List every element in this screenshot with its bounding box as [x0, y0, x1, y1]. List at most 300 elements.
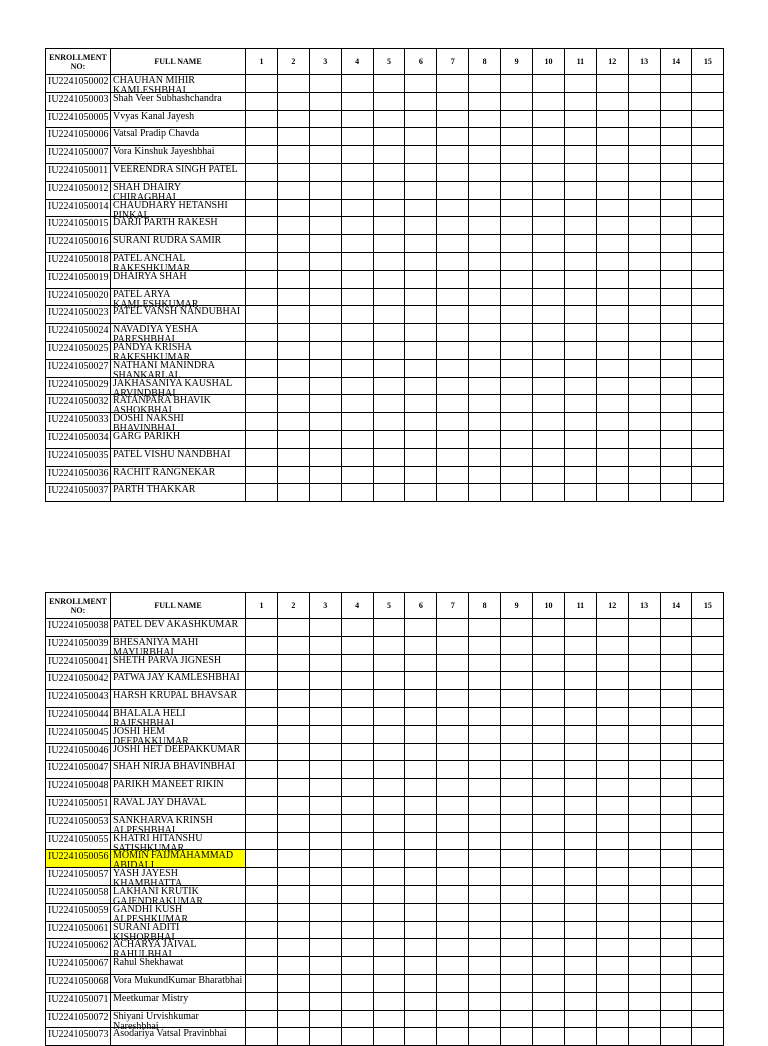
attendance-cell-12[interactable] — [596, 921, 628, 939]
attendance-cell-1[interactable] — [246, 690, 278, 708]
attendance-cell-14[interactable] — [660, 217, 692, 235]
attendance-cell-9[interactable] — [501, 484, 533, 502]
attendance-cell-3[interactable] — [309, 636, 341, 654]
attendance-cell-13[interactable] — [628, 270, 660, 288]
attendance-cell-5[interactable] — [373, 672, 405, 690]
attendance-cell-7[interactable] — [437, 903, 469, 921]
attendance-cell-13[interactable] — [628, 484, 660, 502]
attendance-cell-2[interactable] — [277, 128, 309, 146]
attendance-cell-3[interactable] — [309, 832, 341, 850]
attendance-cell-1[interactable] — [246, 707, 278, 725]
attendance-cell-7[interactable] — [437, 395, 469, 413]
attendance-cell-8[interactable] — [469, 1010, 501, 1028]
attendance-cell-9[interactable] — [501, 341, 533, 359]
attendance-cell-3[interactable] — [309, 814, 341, 832]
attendance-cell-8[interactable] — [469, 672, 501, 690]
attendance-cell-7[interactable] — [437, 92, 469, 110]
attendance-cell-11[interactable] — [564, 92, 596, 110]
attendance-cell-10[interactable] — [533, 110, 565, 128]
attendance-cell-14[interactable] — [660, 110, 692, 128]
attendance-cell-5[interactable] — [373, 75, 405, 93]
attendance-cell-1[interactable] — [246, 448, 278, 466]
attendance-cell-9[interactable] — [501, 128, 533, 146]
attendance-cell-3[interactable] — [309, 1028, 341, 1046]
attendance-cell-13[interactable] — [628, 939, 660, 957]
attendance-cell-3[interactable] — [309, 235, 341, 253]
attendance-cell-9[interactable] — [501, 832, 533, 850]
attendance-cell-8[interactable] — [469, 1028, 501, 1046]
attendance-cell-4[interactable] — [341, 270, 373, 288]
attendance-cell-8[interactable] — [469, 128, 501, 146]
attendance-cell-10[interactable] — [533, 619, 565, 637]
attendance-cell-7[interactable] — [437, 725, 469, 743]
attendance-cell-11[interactable] — [564, 957, 596, 975]
attendance-cell-6[interactable] — [405, 832, 437, 850]
attendance-cell-8[interactable] — [469, 359, 501, 377]
attendance-cell-5[interactable] — [373, 377, 405, 395]
attendance-cell-8[interactable] — [469, 466, 501, 484]
attendance-cell-7[interactable] — [437, 974, 469, 992]
attendance-cell-14[interactable] — [660, 974, 692, 992]
attendance-cell-12[interactable] — [596, 252, 628, 270]
attendance-cell-15[interactable] — [692, 413, 724, 431]
attendance-cell-9[interactable] — [501, 1010, 533, 1028]
attendance-cell-5[interactable] — [373, 306, 405, 324]
attendance-cell-1[interactable] — [246, 341, 278, 359]
attendance-cell-12[interactable] — [596, 199, 628, 217]
attendance-cell-3[interactable] — [309, 743, 341, 761]
attendance-cell-7[interactable] — [437, 359, 469, 377]
attendance-cell-14[interactable] — [660, 235, 692, 253]
attendance-cell-12[interactable] — [596, 1028, 628, 1046]
attendance-cell-12[interactable] — [596, 707, 628, 725]
attendance-cell-11[interactable] — [564, 974, 596, 992]
attendance-cell-13[interactable] — [628, 377, 660, 395]
attendance-cell-6[interactable] — [405, 992, 437, 1010]
attendance-cell-5[interactable] — [373, 359, 405, 377]
attendance-cell-15[interactable] — [692, 92, 724, 110]
attendance-cell-1[interactable] — [246, 217, 278, 235]
attendance-cell-11[interactable] — [564, 163, 596, 181]
attendance-cell-6[interactable] — [405, 377, 437, 395]
attendance-cell-14[interactable] — [660, 306, 692, 324]
attendance-cell-1[interactable] — [246, 146, 278, 164]
attendance-cell-5[interactable] — [373, 288, 405, 306]
attendance-cell-2[interactable] — [277, 484, 309, 502]
attendance-cell-9[interactable] — [501, 288, 533, 306]
attendance-cell-15[interactable] — [692, 743, 724, 761]
attendance-cell-2[interactable] — [277, 796, 309, 814]
attendance-cell-4[interactable] — [341, 796, 373, 814]
attendance-cell-3[interactable] — [309, 1010, 341, 1028]
attendance-cell-9[interactable] — [501, 850, 533, 868]
attendance-cell-14[interactable] — [660, 885, 692, 903]
attendance-cell-2[interactable] — [277, 217, 309, 235]
attendance-cell-2[interactable] — [277, 395, 309, 413]
attendance-cell-7[interactable] — [437, 992, 469, 1010]
attendance-cell-15[interactable] — [692, 288, 724, 306]
attendance-cell-6[interactable] — [405, 413, 437, 431]
attendance-cell-2[interactable] — [277, 903, 309, 921]
attendance-cell-4[interactable] — [341, 814, 373, 832]
attendance-cell-9[interactable] — [501, 974, 533, 992]
attendance-cell-7[interactable] — [437, 484, 469, 502]
attendance-cell-5[interactable] — [373, 341, 405, 359]
attendance-cell-6[interactable] — [405, 163, 437, 181]
attendance-cell-7[interactable] — [437, 377, 469, 395]
attendance-cell-9[interactable] — [501, 448, 533, 466]
attendance-cell-4[interactable] — [341, 217, 373, 235]
attendance-cell-11[interactable] — [564, 146, 596, 164]
attendance-cell-1[interactable] — [246, 743, 278, 761]
attendance-cell-7[interactable] — [437, 270, 469, 288]
attendance-cell-11[interactable] — [564, 850, 596, 868]
attendance-cell-11[interactable] — [564, 868, 596, 886]
attendance-cell-15[interactable] — [692, 707, 724, 725]
attendance-cell-6[interactable] — [405, 850, 437, 868]
attendance-cell-12[interactable] — [596, 306, 628, 324]
attendance-cell-15[interactable] — [692, 814, 724, 832]
attendance-cell-6[interactable] — [405, 306, 437, 324]
attendance-cell-4[interactable] — [341, 181, 373, 199]
attendance-cell-4[interactable] — [341, 199, 373, 217]
attendance-cell-12[interactable] — [596, 92, 628, 110]
attendance-cell-7[interactable] — [437, 619, 469, 637]
attendance-cell-14[interactable] — [660, 163, 692, 181]
attendance-cell-9[interactable] — [501, 707, 533, 725]
attendance-cell-4[interactable] — [341, 672, 373, 690]
attendance-cell-10[interactable] — [533, 885, 565, 903]
attendance-cell-3[interactable] — [309, 672, 341, 690]
attendance-cell-4[interactable] — [341, 832, 373, 850]
attendance-cell-9[interactable] — [501, 725, 533, 743]
attendance-cell-11[interactable] — [564, 413, 596, 431]
attendance-cell-13[interactable] — [628, 1010, 660, 1028]
attendance-cell-11[interactable] — [564, 1028, 596, 1046]
attendance-cell-15[interactable] — [692, 903, 724, 921]
attendance-cell-14[interactable] — [660, 146, 692, 164]
attendance-cell-13[interactable] — [628, 974, 660, 992]
attendance-cell-12[interactable] — [596, 654, 628, 672]
attendance-cell-8[interactable] — [469, 796, 501, 814]
attendance-cell-10[interactable] — [533, 814, 565, 832]
attendance-cell-13[interactable] — [628, 903, 660, 921]
attendance-cell-12[interactable] — [596, 672, 628, 690]
attendance-cell-12[interactable] — [596, 359, 628, 377]
attendance-cell-4[interactable] — [341, 636, 373, 654]
attendance-cell-12[interactable] — [596, 1010, 628, 1028]
attendance-cell-8[interactable] — [469, 377, 501, 395]
attendance-cell-12[interactable] — [596, 779, 628, 797]
attendance-cell-1[interactable] — [246, 636, 278, 654]
attendance-cell-4[interactable] — [341, 725, 373, 743]
attendance-cell-13[interactable] — [628, 921, 660, 939]
attendance-cell-10[interactable] — [533, 939, 565, 957]
attendance-cell-9[interactable] — [501, 903, 533, 921]
attendance-cell-15[interactable] — [692, 957, 724, 975]
attendance-cell-3[interactable] — [309, 619, 341, 637]
attendance-cell-1[interactable] — [246, 413, 278, 431]
attendance-cell-5[interactable] — [373, 725, 405, 743]
attendance-cell-12[interactable] — [596, 992, 628, 1010]
attendance-cell-7[interactable] — [437, 75, 469, 93]
attendance-cell-1[interactable] — [246, 725, 278, 743]
attendance-cell-13[interactable] — [628, 306, 660, 324]
attendance-cell-3[interactable] — [309, 707, 341, 725]
attendance-cell-14[interactable] — [660, 377, 692, 395]
attendance-cell-15[interactable] — [692, 796, 724, 814]
attendance-cell-8[interactable] — [469, 75, 501, 93]
attendance-cell-1[interactable] — [246, 484, 278, 502]
attendance-cell-10[interactable] — [533, 672, 565, 690]
attendance-cell-10[interactable] — [533, 75, 565, 93]
attendance-cell-2[interactable] — [277, 252, 309, 270]
attendance-cell-5[interactable] — [373, 484, 405, 502]
attendance-cell-2[interactable] — [277, 163, 309, 181]
attendance-cell-8[interactable] — [469, 725, 501, 743]
attendance-cell-3[interactable] — [309, 725, 341, 743]
attendance-cell-9[interactable] — [501, 377, 533, 395]
attendance-cell-6[interactable] — [405, 779, 437, 797]
attendance-cell-15[interactable] — [692, 448, 724, 466]
attendance-cell-14[interactable] — [660, 270, 692, 288]
attendance-cell-5[interactable] — [373, 743, 405, 761]
attendance-cell-8[interactable] — [469, 921, 501, 939]
attendance-cell-14[interactable] — [660, 636, 692, 654]
attendance-cell-8[interactable] — [469, 306, 501, 324]
attendance-cell-13[interactable] — [628, 235, 660, 253]
attendance-cell-14[interactable] — [660, 743, 692, 761]
attendance-cell-5[interactable] — [373, 885, 405, 903]
attendance-cell-3[interactable] — [309, 850, 341, 868]
attendance-cell-14[interactable] — [660, 654, 692, 672]
attendance-cell-13[interactable] — [628, 128, 660, 146]
attendance-cell-9[interactable] — [501, 270, 533, 288]
attendance-cell-9[interactable] — [501, 430, 533, 448]
attendance-cell-11[interactable] — [564, 288, 596, 306]
attendance-cell-11[interactable] — [564, 743, 596, 761]
attendance-cell-7[interactable] — [437, 181, 469, 199]
attendance-cell-4[interactable] — [341, 163, 373, 181]
attendance-cell-11[interactable] — [564, 761, 596, 779]
attendance-cell-12[interactable] — [596, 939, 628, 957]
attendance-cell-12[interactable] — [596, 974, 628, 992]
attendance-cell-15[interactable] — [692, 466, 724, 484]
attendance-cell-1[interactable] — [246, 110, 278, 128]
attendance-cell-5[interactable] — [373, 217, 405, 235]
attendance-cell-7[interactable] — [437, 430, 469, 448]
attendance-cell-5[interactable] — [373, 199, 405, 217]
attendance-cell-11[interactable] — [564, 484, 596, 502]
attendance-cell-2[interactable] — [277, 341, 309, 359]
attendance-cell-9[interactable] — [501, 690, 533, 708]
attendance-cell-10[interactable] — [533, 324, 565, 342]
attendance-cell-14[interactable] — [660, 288, 692, 306]
attendance-cell-11[interactable] — [564, 885, 596, 903]
attendance-cell-13[interactable] — [628, 75, 660, 93]
attendance-cell-3[interactable] — [309, 341, 341, 359]
attendance-cell-5[interactable] — [373, 92, 405, 110]
attendance-cell-3[interactable] — [309, 974, 341, 992]
attendance-cell-2[interactable] — [277, 199, 309, 217]
attendance-cell-5[interactable] — [373, 939, 405, 957]
attendance-cell-1[interactable] — [246, 921, 278, 939]
attendance-cell-3[interactable] — [309, 359, 341, 377]
attendance-cell-6[interactable] — [405, 430, 437, 448]
attendance-cell-6[interactable] — [405, 885, 437, 903]
attendance-cell-7[interactable] — [437, 672, 469, 690]
attendance-cell-7[interactable] — [437, 1010, 469, 1028]
attendance-cell-3[interactable] — [309, 270, 341, 288]
attendance-cell-10[interactable] — [533, 377, 565, 395]
attendance-cell-15[interactable] — [692, 850, 724, 868]
attendance-cell-15[interactable] — [692, 146, 724, 164]
attendance-cell-12[interactable] — [596, 743, 628, 761]
attendance-cell-8[interactable] — [469, 832, 501, 850]
attendance-cell-15[interactable] — [692, 359, 724, 377]
attendance-cell-5[interactable] — [373, 181, 405, 199]
attendance-cell-8[interactable] — [469, 690, 501, 708]
attendance-cell-11[interactable] — [564, 359, 596, 377]
attendance-cell-6[interactable] — [405, 868, 437, 886]
attendance-cell-15[interactable] — [692, 377, 724, 395]
attendance-cell-9[interactable] — [501, 235, 533, 253]
attendance-cell-1[interactable] — [246, 779, 278, 797]
attendance-cell-11[interactable] — [564, 341, 596, 359]
attendance-cell-5[interactable] — [373, 974, 405, 992]
attendance-cell-15[interactable] — [692, 341, 724, 359]
attendance-cell-5[interactable] — [373, 235, 405, 253]
attendance-cell-4[interactable] — [341, 448, 373, 466]
attendance-cell-9[interactable] — [501, 743, 533, 761]
attendance-cell-1[interactable] — [246, 654, 278, 672]
attendance-cell-9[interactable] — [501, 654, 533, 672]
attendance-cell-9[interactable] — [501, 1028, 533, 1046]
attendance-cell-8[interactable] — [469, 885, 501, 903]
attendance-cell-13[interactable] — [628, 430, 660, 448]
attendance-cell-2[interactable] — [277, 110, 309, 128]
attendance-cell-14[interactable] — [660, 690, 692, 708]
attendance-cell-9[interactable] — [501, 939, 533, 957]
attendance-cell-13[interactable] — [628, 992, 660, 1010]
attendance-cell-12[interactable] — [596, 341, 628, 359]
attendance-cell-11[interactable] — [564, 270, 596, 288]
attendance-cell-6[interactable] — [405, 619, 437, 637]
attendance-cell-12[interactable] — [596, 903, 628, 921]
attendance-cell-9[interactable] — [501, 92, 533, 110]
attendance-cell-7[interactable] — [437, 448, 469, 466]
attendance-cell-15[interactable] — [692, 306, 724, 324]
attendance-cell-12[interactable] — [596, 75, 628, 93]
attendance-cell-8[interactable] — [469, 163, 501, 181]
attendance-cell-1[interactable] — [246, 288, 278, 306]
attendance-cell-5[interactable] — [373, 395, 405, 413]
attendance-cell-7[interactable] — [437, 235, 469, 253]
attendance-cell-3[interactable] — [309, 128, 341, 146]
attendance-cell-8[interactable] — [469, 341, 501, 359]
attendance-cell-8[interactable] — [469, 235, 501, 253]
attendance-cell-15[interactable] — [692, 75, 724, 93]
attendance-cell-15[interactable] — [692, 725, 724, 743]
attendance-cell-14[interactable] — [660, 199, 692, 217]
attendance-cell-1[interactable] — [246, 850, 278, 868]
attendance-cell-12[interactable] — [596, 690, 628, 708]
attendance-cell-14[interactable] — [660, 921, 692, 939]
attendance-cell-12[interactable] — [596, 270, 628, 288]
attendance-cell-10[interactable] — [533, 779, 565, 797]
attendance-cell-7[interactable] — [437, 939, 469, 957]
attendance-cell-8[interactable] — [469, 110, 501, 128]
attendance-cell-12[interactable] — [596, 725, 628, 743]
attendance-cell-5[interactable] — [373, 430, 405, 448]
attendance-cell-6[interactable] — [405, 181, 437, 199]
attendance-cell-1[interactable] — [246, 903, 278, 921]
attendance-cell-6[interactable] — [405, 395, 437, 413]
attendance-cell-8[interactable] — [469, 939, 501, 957]
attendance-cell-5[interactable] — [373, 636, 405, 654]
attendance-cell-11[interactable] — [564, 110, 596, 128]
attendance-cell-14[interactable] — [660, 448, 692, 466]
attendance-cell-14[interactable] — [660, 430, 692, 448]
attendance-cell-7[interactable] — [437, 636, 469, 654]
attendance-cell-10[interactable] — [533, 1010, 565, 1028]
attendance-cell-1[interactable] — [246, 672, 278, 690]
attendance-cell-2[interactable] — [277, 743, 309, 761]
attendance-cell-11[interactable] — [564, 306, 596, 324]
attendance-cell-11[interactable] — [564, 75, 596, 93]
attendance-cell-11[interactable] — [564, 832, 596, 850]
attendance-cell-15[interactable] — [692, 974, 724, 992]
attendance-cell-7[interactable] — [437, 341, 469, 359]
attendance-cell-2[interactable] — [277, 707, 309, 725]
attendance-cell-4[interactable] — [341, 654, 373, 672]
attendance-cell-11[interactable] — [564, 619, 596, 637]
attendance-cell-2[interactable] — [277, 672, 309, 690]
attendance-cell-13[interactable] — [628, 199, 660, 217]
attendance-cell-8[interactable] — [469, 779, 501, 797]
attendance-cell-5[interactable] — [373, 1028, 405, 1046]
attendance-cell-14[interactable] — [660, 75, 692, 93]
attendance-cell-6[interactable] — [405, 1010, 437, 1028]
attendance-cell-2[interactable] — [277, 377, 309, 395]
attendance-cell-6[interactable] — [405, 654, 437, 672]
attendance-cell-10[interactable] — [533, 199, 565, 217]
attendance-cell-6[interactable] — [405, 921, 437, 939]
attendance-cell-5[interactable] — [373, 796, 405, 814]
attendance-cell-4[interactable] — [341, 992, 373, 1010]
attendance-cell-3[interactable] — [309, 163, 341, 181]
attendance-cell-1[interactable] — [246, 885, 278, 903]
attendance-cell-1[interactable] — [246, 181, 278, 199]
attendance-cell-7[interactable] — [437, 128, 469, 146]
attendance-cell-13[interactable] — [628, 707, 660, 725]
attendance-cell-13[interactable] — [628, 288, 660, 306]
attendance-cell-14[interactable] — [660, 672, 692, 690]
attendance-cell-11[interactable] — [564, 252, 596, 270]
attendance-cell-6[interactable] — [405, 903, 437, 921]
attendance-cell-7[interactable] — [437, 413, 469, 431]
attendance-cell-14[interactable] — [660, 761, 692, 779]
attendance-cell-11[interactable] — [564, 377, 596, 395]
attendance-cell-7[interactable] — [437, 885, 469, 903]
attendance-cell-10[interactable] — [533, 359, 565, 377]
attendance-cell-10[interactable] — [533, 743, 565, 761]
attendance-cell-10[interactable] — [533, 288, 565, 306]
attendance-cell-14[interactable] — [660, 850, 692, 868]
attendance-cell-8[interactable] — [469, 743, 501, 761]
attendance-cell-11[interactable] — [564, 466, 596, 484]
attendance-cell-2[interactable] — [277, 619, 309, 637]
